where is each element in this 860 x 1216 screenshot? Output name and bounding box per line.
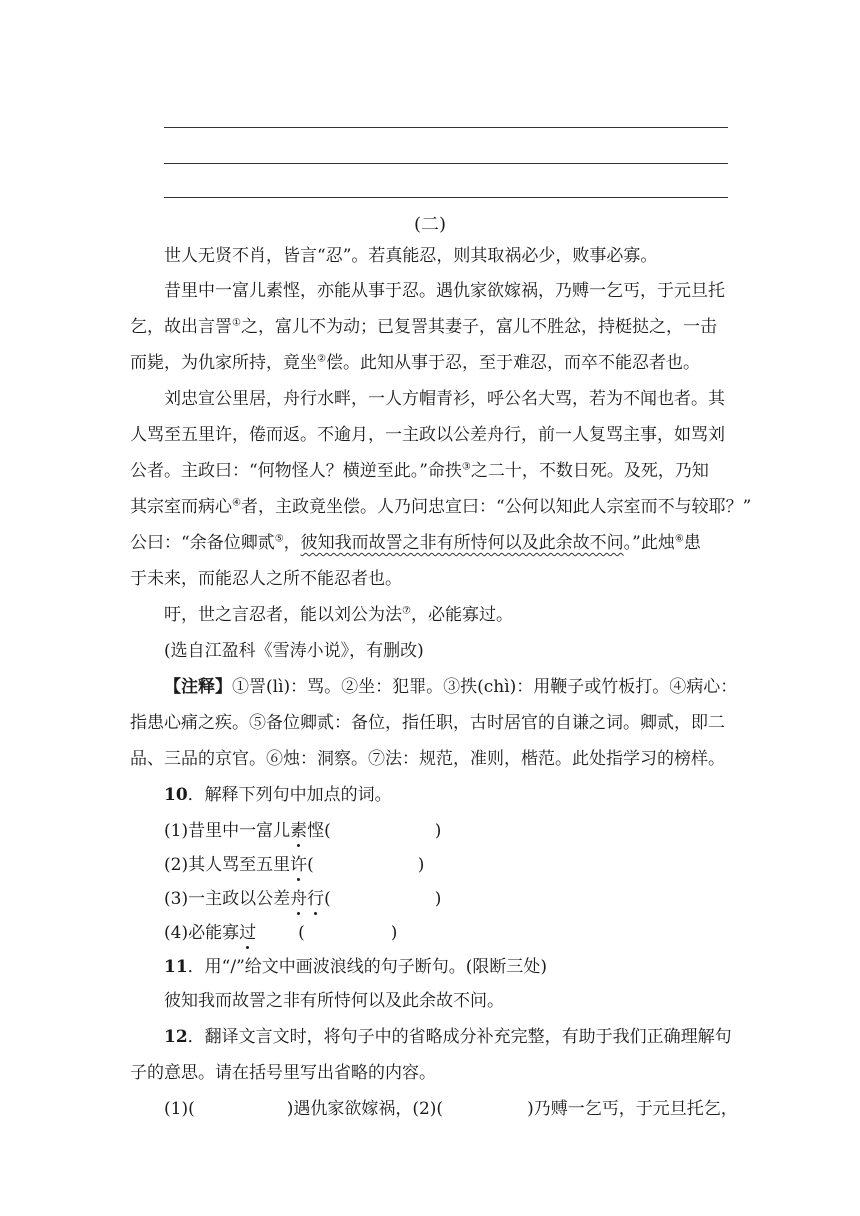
paragraph-line: 刘忠宣公里居，舟行水畔，一人方帽青衫，呼公名大骂，若为不闻也者。其 — [164, 389, 725, 409]
footnote-mark: ① — [232, 317, 241, 329]
wavy-underlined-sentence: 彼知我而故詈之非有所恃何以及此余故不问 — [300, 533, 624, 553]
answer-line — [164, 127, 728, 128]
paragraph-line: 公曰：“余备位卿贰⑤，彼知我而故詈之非有所恃何以及此余故不问。”此烛⑥患 — [130, 533, 701, 553]
footnote-mark: ⑦ — [402, 605, 411, 617]
footnote-mark: ⑥ — [674, 533, 684, 545]
question-12: 12．翻译文言文时，将句子中的省略成分补充完整，有助于我们正确理解句 — [164, 1027, 732, 1047]
paragraph-line: 公者。主政曰：“何物怪人？横逆至此。”命抶③之二十，不数日死。及死，乃知 — [130, 461, 709, 481]
paragraph-line: 于未来，而能忍人之所不能忍者也。 — [130, 569, 402, 589]
question-item: (3)一主政以公差舟行( ) — [164, 889, 442, 909]
footnote-mark: ③ — [461, 461, 471, 473]
question-12-line: 子的意思。请在括号里写出省略的内容。 — [130, 1063, 436, 1083]
answer-line — [164, 197, 728, 198]
source-citation: (选自江盈科《雪涛小说》，有删改) — [164, 641, 424, 661]
question-10: 10．解释下列句中加点的词。 — [164, 785, 392, 805]
paragraph-line: 而毙，为仇家所持，竟坐②偿。此知从事于忍，至于难忍，而卒不能忍者也。 — [130, 353, 700, 373]
paragraph-line: 乞，故出言詈①之，富儿不为动；已复詈其妻子，富儿不胜忿，持梃挞之，一击 — [130, 317, 717, 337]
notes-label: 【注释】 — [164, 677, 232, 697]
dotted-word: 过 — [239, 923, 257, 943]
footnote-mark: ② — [317, 353, 326, 365]
paragraph-line: 世人无贤不肖，皆言“忍”。若真能忍，则其取祸必少，败事必寡。 — [164, 246, 658, 266]
section-title: (二) — [413, 214, 447, 235]
footnote-mark: ⑤ — [274, 533, 284, 545]
paragraph-line: 昔里中一富儿素悭，亦能从事于忍。遇仇家欲嫁祸，乃赙一乞丐，于元旦托 — [164, 281, 725, 301]
notes-line: 品、三品的京官。⑥烛：洞察。⑦法：规范，准则，楷范。此处指学习的榜样。 — [130, 749, 725, 769]
paragraph-line: 吁，世之言忍者，能以刘公为法⑦，必能寡过。 — [164, 605, 513, 625]
question-item: (4)必能寡过 ( ) — [164, 923, 398, 943]
dotted-word: 行 — [307, 889, 325, 909]
question-item: (1)昔里中一富儿素悭( ) — [164, 821, 442, 841]
dotted-word: 素 — [290, 821, 308, 841]
question-11-sentence: 彼知我而故詈之非有所恃何以及此余故不问。 — [164, 991, 504, 1011]
paragraph-line: 其宗室而病心④者，主政竟坐偿。人乃问忠宣曰：“公何以知此人宗室而不与较耶？” — [130, 497, 752, 517]
question-11: 11．用“/”给文中画波浪线的句子断句。(限断三处) — [164, 957, 548, 977]
notes-line: 指患心痛之疾。⑤备位卿贰：备位，指任职，古时居官的自谦之词。卿贰，即二 — [130, 713, 725, 733]
notes-line: 【注释】①詈(lì)：骂。②坐：犯罪。③抶(chì)：用鞭子或竹板打。④病心： — [164, 677, 738, 697]
footnote-mark: ④ — [232, 497, 241, 509]
answer-line — [164, 163, 728, 164]
dotted-word: 舟 — [290, 889, 308, 909]
paragraph-line: 人骂至五里许，倦而返。不逾月，一主政以公差舟行，前一人复骂主事，如骂刘 — [130, 425, 725, 445]
question-12-blanks: (1)( )遇仇家欲嫁祸，(2)( )乃赙一乞丐，于元旦托乞， — [164, 1099, 738, 1119]
question-item: (2)其人骂至五里许( ) — [164, 855, 425, 875]
dotted-word: 许 — [290, 855, 308, 875]
